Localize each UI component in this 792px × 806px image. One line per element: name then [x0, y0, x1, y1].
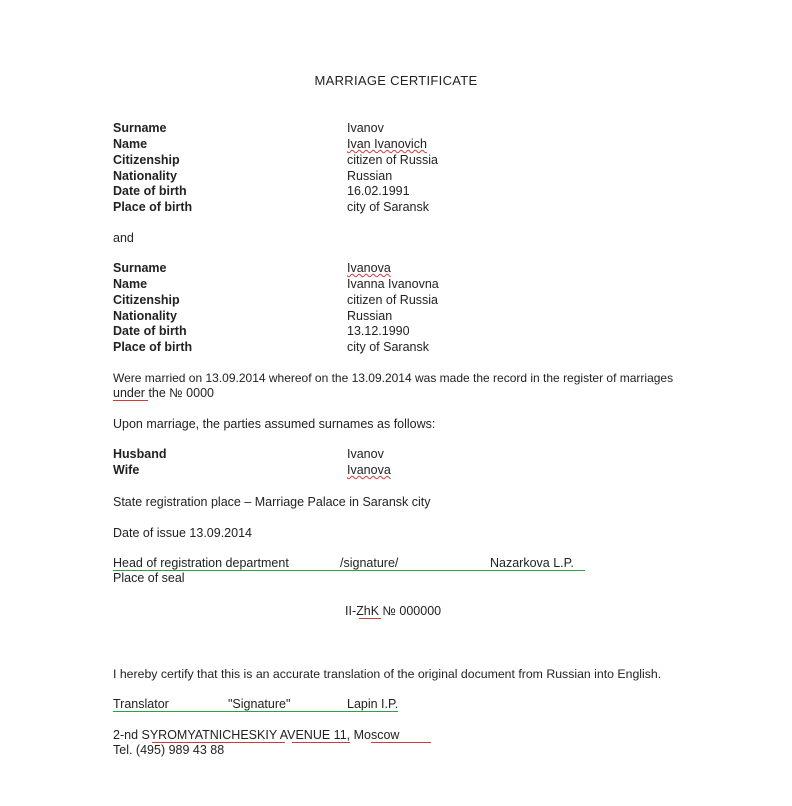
person1-pob-value: city of Saransk	[347, 200, 429, 214]
husband-value: Ivanov	[347, 447, 384, 461]
person1-surname-value: Ivanov	[347, 121, 384, 135]
certification-text: I hereby certify that this is an accurate translation of the original document from Russian into English.	[113, 667, 662, 681]
translator-phone: Tel. (495) 989 43 88	[113, 743, 225, 757]
person2-nationality-value: Russian	[347, 309, 393, 323]
person1-name-value: Ivan Ivanovich	[347, 137, 427, 151]
marriage-record-text-line2: under the № 0000	[113, 386, 214, 400]
head-signature: /signature/	[340, 556, 399, 570]
wife-label: Wife	[113, 463, 140, 477]
person1-dob-value: 16.02.1991	[347, 184, 410, 198]
translator-label: Translator	[113, 697, 169, 711]
person2-nationality-label: Nationality	[113, 309, 177, 323]
person2-dob-label: Date of birth	[113, 324, 187, 338]
head-name: Nazarkova L.P.	[490, 556, 574, 570]
person2-citizenship-label: Citizenship	[113, 293, 180, 307]
translator-address: 2-nd SYROMYATNICHESKIY AVENUE 11, Moscow	[113, 728, 400, 742]
document-title: MARRIAGE CERTIFICATE	[314, 73, 478, 88]
registration-place: State registration place – Marriage Palace in Saransk city	[113, 495, 431, 509]
head-label: Head of registration department	[113, 556, 289, 570]
place-of-seal: Place of seal	[113, 571, 185, 585]
translator-name: Lapin I.P.	[347, 697, 399, 711]
person1-surname-label: Surname	[113, 121, 167, 135]
person2-pob-value: city of Saransk	[347, 340, 429, 354]
person2-name-value: Ivanna Ivanovna	[347, 277, 439, 291]
person1-dob-label: Date of birth	[113, 184, 187, 198]
document-number: II-ZhK № 000000	[345, 604, 442, 618]
translator-signature: "Signature"	[228, 697, 291, 711]
person2-dob-value: 13.12.1990	[347, 324, 410, 338]
person1-citizenship-value: citizen of Russia	[347, 153, 439, 167]
translator-signature-line	[113, 711, 398, 712]
and-text: and	[113, 231, 134, 245]
date-of-issue: Date of issue 13.09.2014	[113, 526, 252, 540]
marriage-record-text-line1: Were married on 13.09.2014 whereof on the 13.09.2014 was made the record in the register of marriages	[113, 371, 674, 385]
person2-name-label: Name	[113, 277, 148, 291]
wife-value: Ivanova	[347, 463, 391, 477]
person2-citizenship-value: citizen of Russia	[347, 293, 439, 307]
person1-nationality-label: Nationality	[113, 169, 177, 183]
surnames-intro: Upon marriage, the parties assumed surnames as follows:	[113, 417, 436, 431]
person1-citizenship-label: Citizenship	[113, 153, 180, 167]
person2-pob-label: Place of birth	[113, 340, 193, 354]
person2-surname-label: Surname	[113, 261, 167, 275]
person1-nationality-value: Russian	[347, 169, 393, 183]
husband-label: Husband	[113, 447, 167, 461]
person1-pob-label: Place of birth	[113, 200, 193, 214]
person2-surname-value: Ivanova	[347, 261, 391, 275]
person1-name-label: Name	[113, 137, 148, 151]
